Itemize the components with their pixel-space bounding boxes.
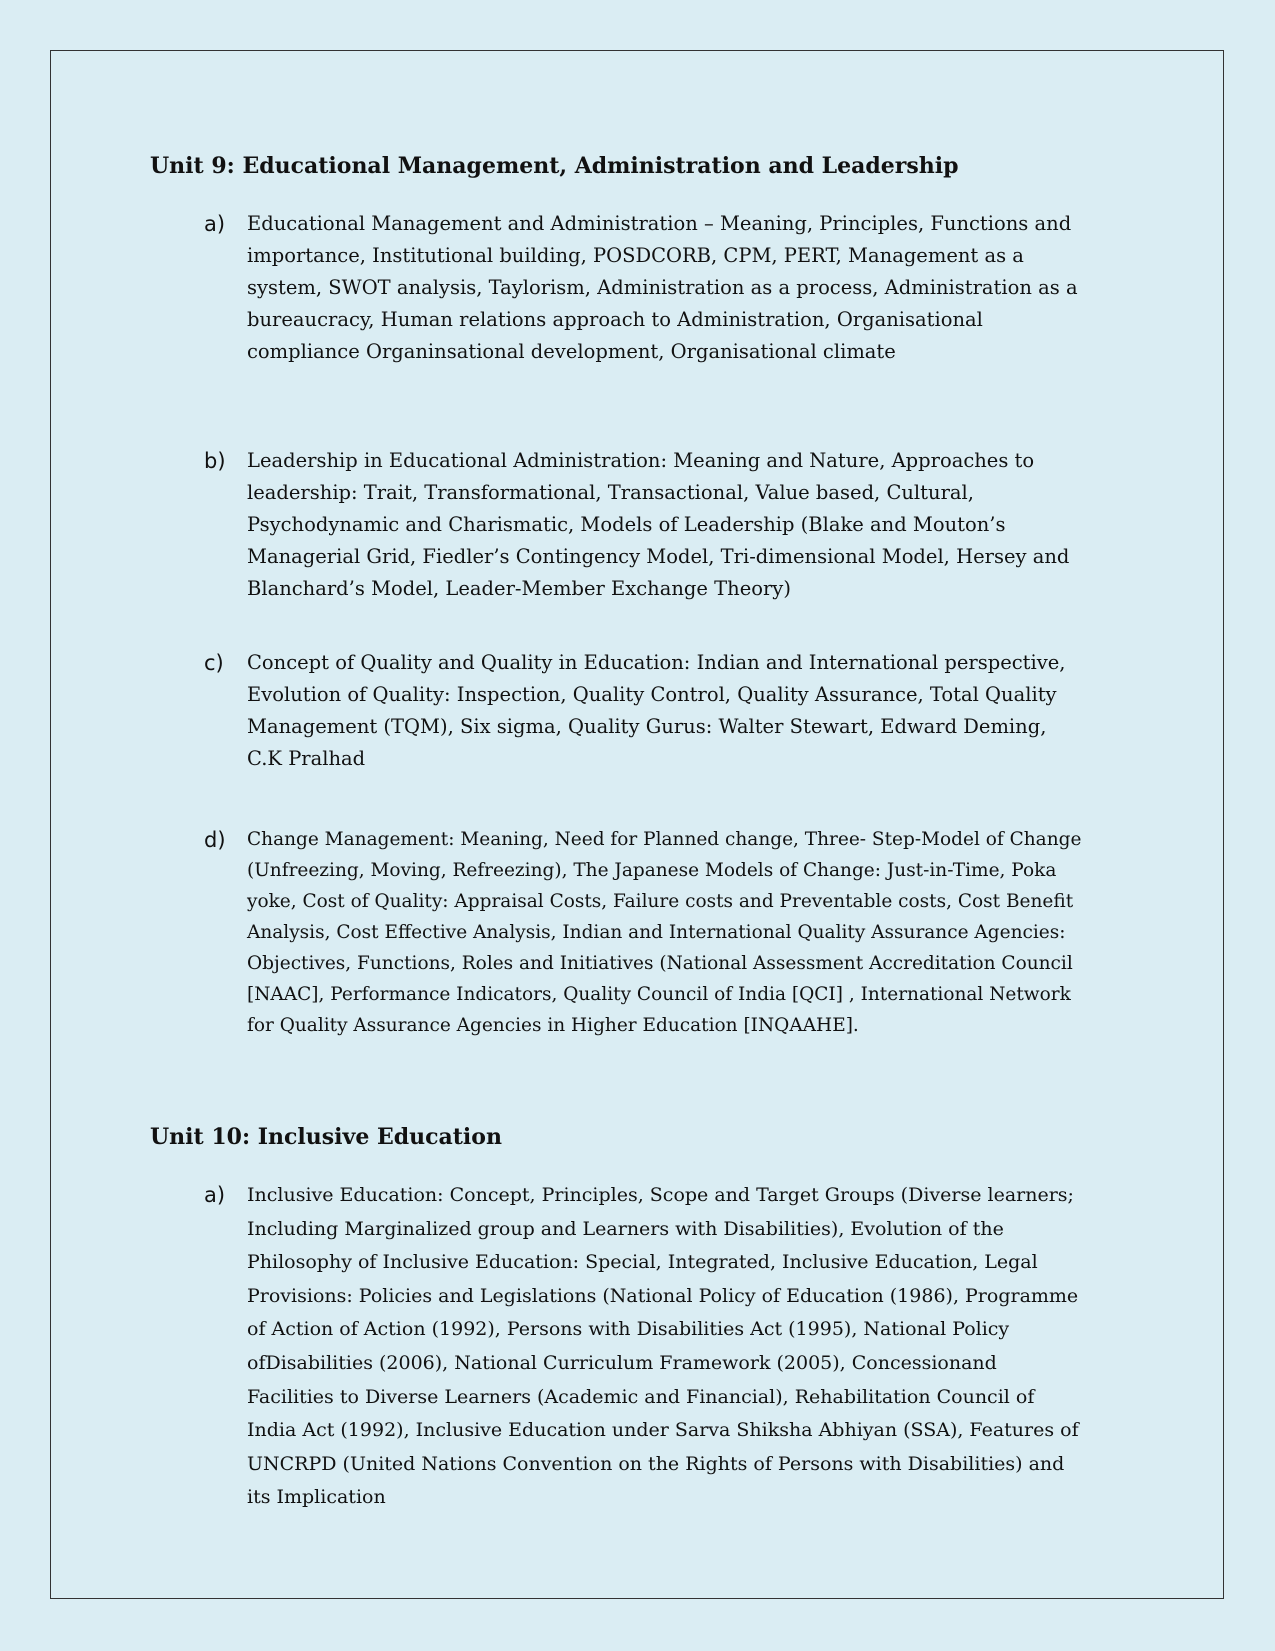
topic-letter: c) [204,651,224,675]
topic-letter: a) [204,212,226,236]
topic-letter: d) [204,828,226,852]
unit-9-topic-c [204,647,1082,775]
topic-text: Educational Management and Administration – Meaning, Principles, Functions and importance, Institutional building, POSDCORB, CPM, PERT, Management as a system, SWOT analysis, Taylorism, Administration as a process, Administration as a bureaucracy, Human relations approach to Administration, Organisational compliance Organinsational development, Organisational climate [247,212,1078,363]
unit-9-topic-a [204,208,1082,368]
unit-10-title: Unit 10: Inclusive Education [150,1124,502,1150]
topic-letter: a) [204,1183,226,1207]
unit-9 [150,152,1150,1036]
unit-9-title: Unit 9: Educational Management, Administration and Leadership [150,153,959,179]
topic-text: Concept of Quality and Quality in Education: Indian and International perspective, Evolution of Quality: Inspection, Quality Control, Quality Assurance, Total Quality Management (TQM), Six sigma, Quality Gurus: Walter Stewart, Edward Deming, C.K Pralhad [247,651,1066,770]
unit-10 [150,1123,1150,1509]
unit-9-topic-d [204,824,1082,1041]
topic-text: Leadership in Educational Administration: Meaning and Nature, Approaches to leadership: Trait, Transformational, Transactional, Value based, Cultural, Psychodynamic and Charismatic, Models of Leadership (Blake and Mouton’s Managerial Grid, Fiedler’s Contingency Model, Tri-dimensional Model, Hersey and Blanchard’s Model, Leader-Member Exchange Theory) [247,449,1070,600]
topic-text: Inclusive Education: Concept, Principles, Scope and Target Groups (Diverse learners; Including Marginalized group and Learners with Disabilities), Evolution of the Philosophy of Inclusive Education: Special, Integrated, Inclusive Education, Legal Provisions: Policies and Legislations (National Policy of Education (1986), Programme of Action of Action (1992), Persons with Disabilities Act (1995), National Policy ofDisabilities (2006), National Curriculum Framework (2005), Concessionand Facilities to Diverse Learners (Academic and Financial), Rehabilitation Council of India Act (1992), Inclusive Education under Sarva Shiksha Abhiyan (SSA), Features of UNCRPD (United Nations Convention on the Rights of Persons with Disabilities) and its Implication [247,1184,1079,1509]
unit-9-topic-b [204,445,1082,605]
topic-letter: b) [204,449,226,473]
topic-text: Change Management: Meaning, Need for Planned change, Three- Step-Model of Change (Unfreezing, Moving, Refreezing), The Japanese Models of Change: Just-in-Time, Poka yoke, Cost of Quality: Appraisal Costs, Failure costs and Preventable costs, Cost Benefit Analysis, Cost Effective Analysis, Indian and International Quality Assurance Agencies: Objectives, Functions, Roles and Initiatives (National Assessment Accreditation Council [NAAC], Performance Indicators, Quality Council of India [QCI] , International Network for Quality Assurance Agencies in Higher Education [INQAAHE]. [247,829,1082,1036]
unit-10-topic-a [204,1179,1082,1515]
